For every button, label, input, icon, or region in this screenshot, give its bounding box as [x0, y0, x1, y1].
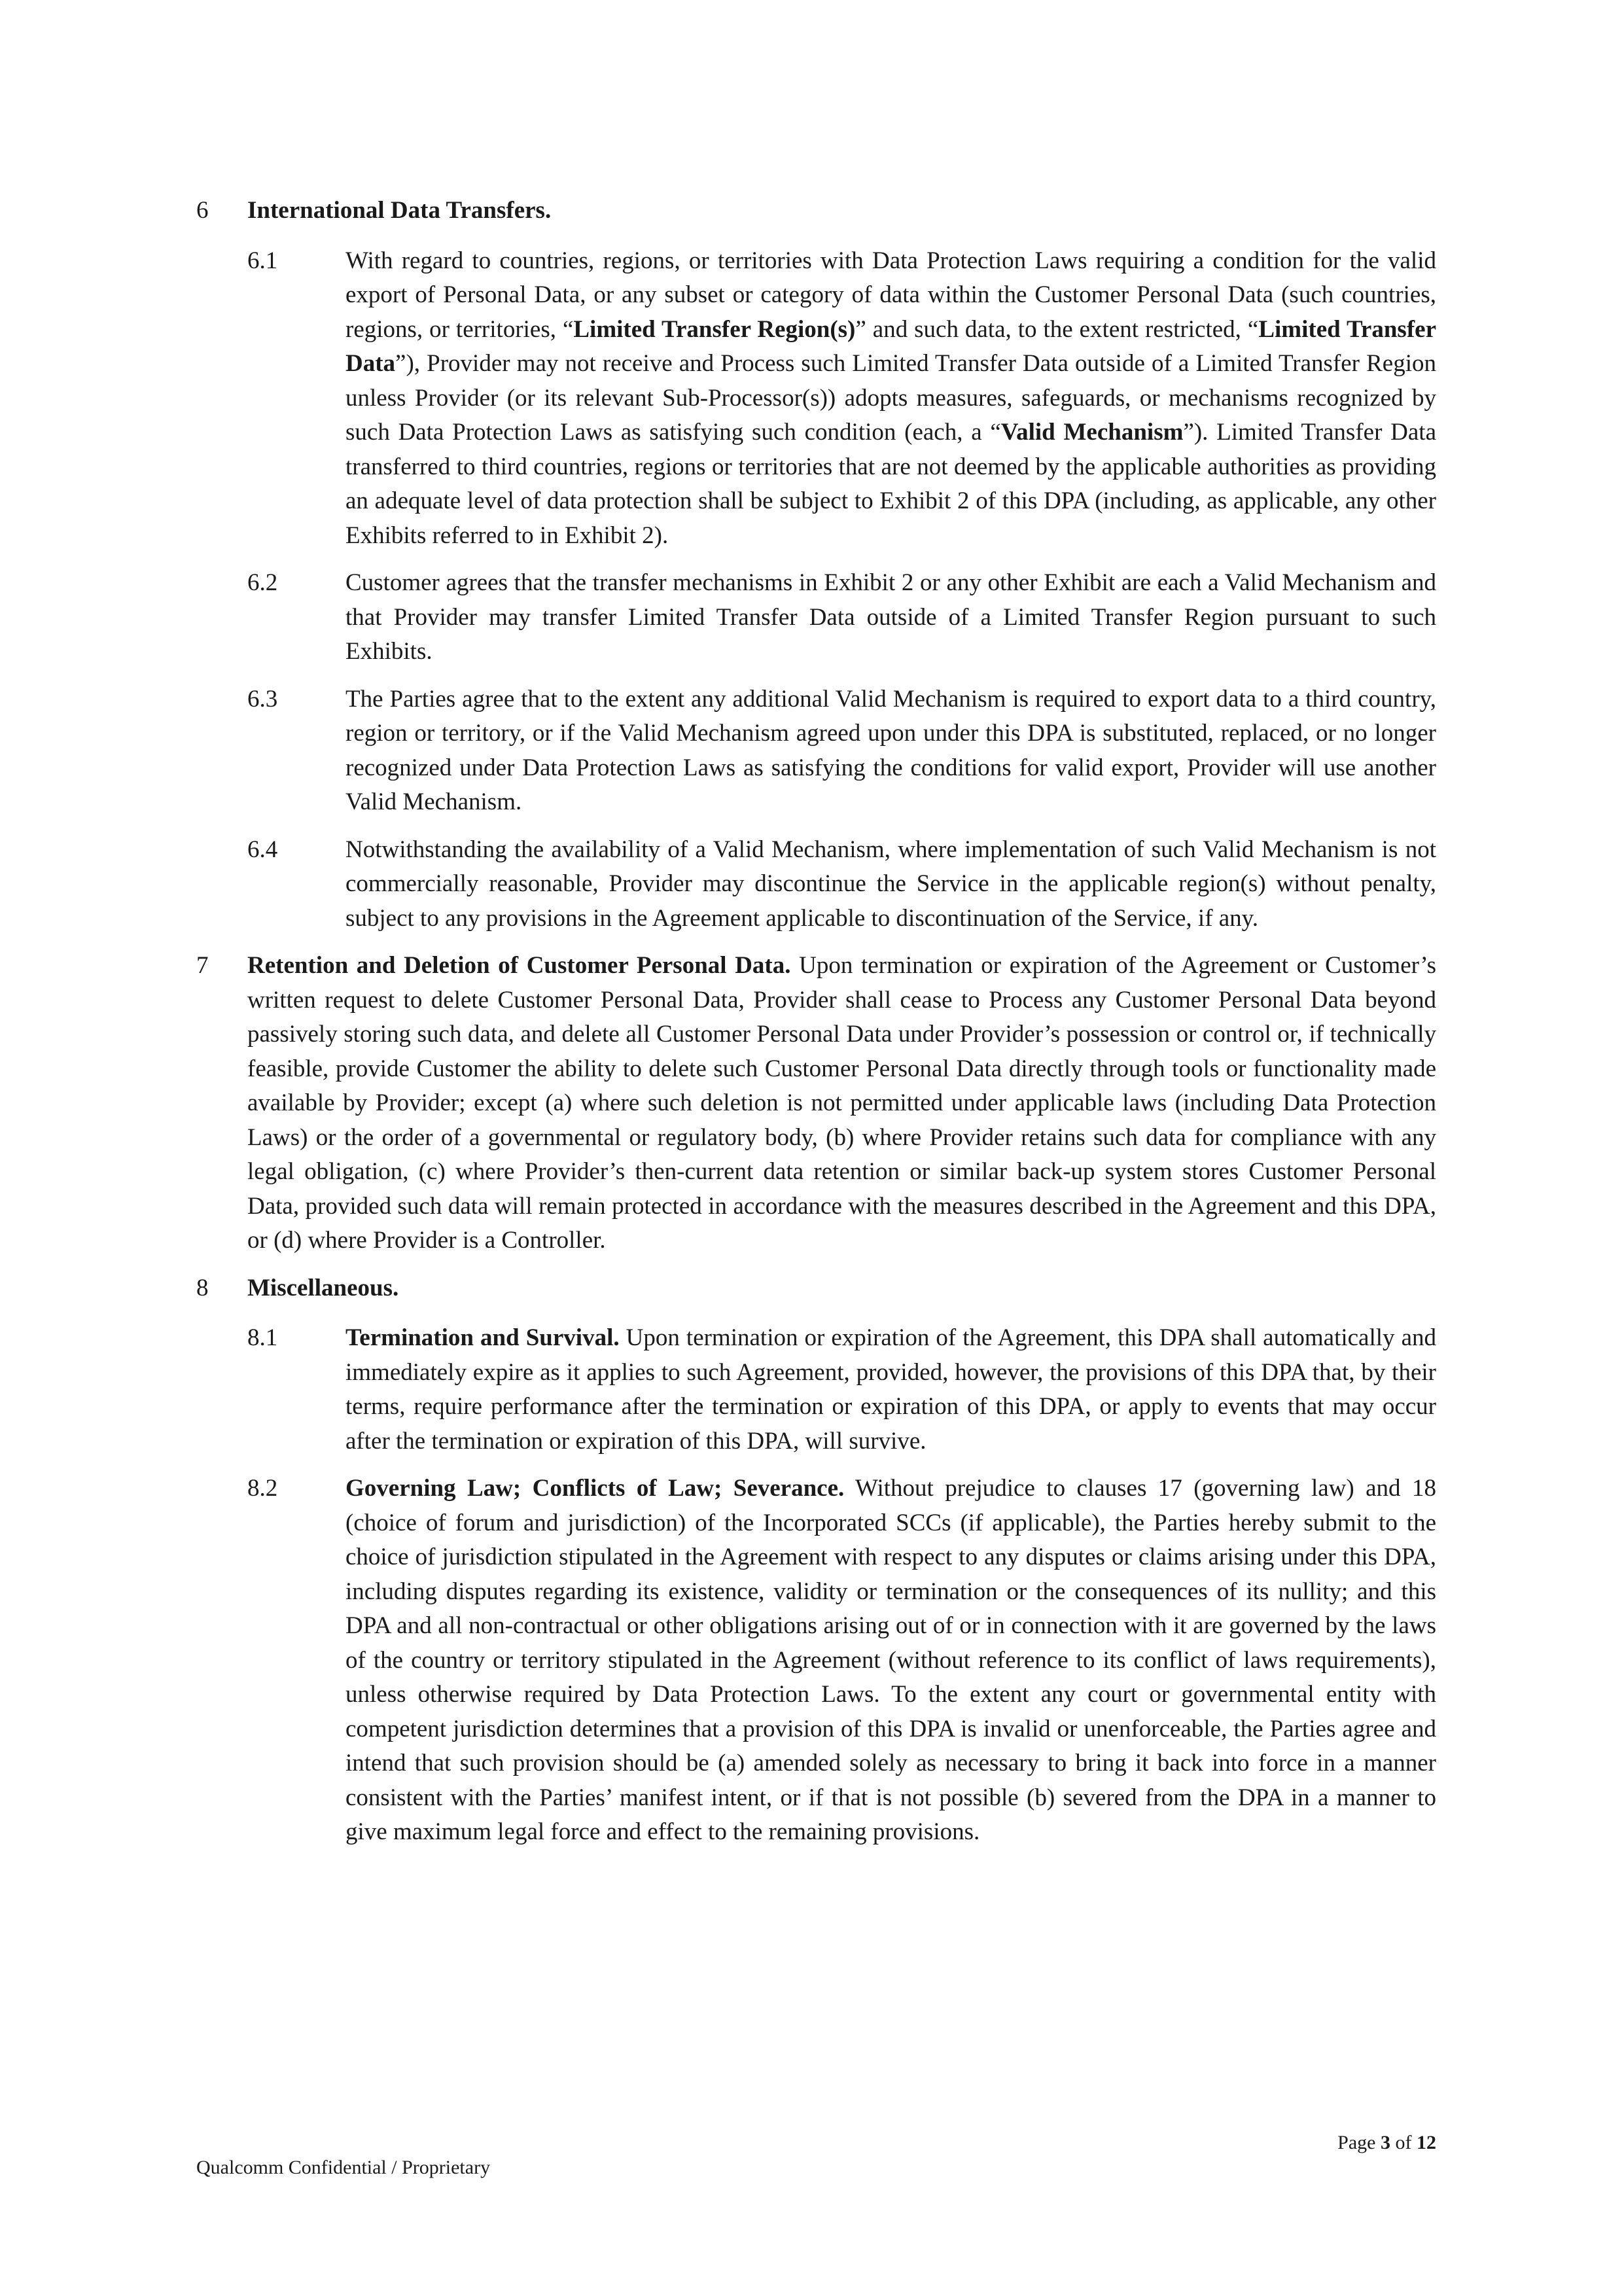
section-6-heading — [196, 194, 1436, 228]
section-title: Miscellaneous. — [247, 1274, 399, 1301]
clause-number: 6.2 — [247, 569, 278, 596]
clause-8-1 — [196, 1321, 1436, 1458]
clause-text: Without prejudice to clauses 17 (governing law) and 18 (choice of forum and jurisdiction) of the Incorporated SCCs (if applicable), the Parties hereby submit to the choice of jurisdiction stipulated in the Agreement with respect to any disputes or claims arising under this DPA, including disputes regarding its existence, validity or termination or the consequences of its nullity; and this DPA and all non-contractual or other obligations arising out of or in connection with it are governed by the laws of the country or territory stipulated in the Agreement (without reference to its conflict of laws requirements), unless otherwise required by Data Protection Laws. To the extent any court or governmental entity with competent jurisdiction determines that a provision of this DPA is invalid or unenforceable, the Parties agree and intend that such provision should be (a) amended solely as necessary to bring it back into force in a manner consistent with the Parties’ manifest intent, or if that is not possible (b) severed from the DPA in a manner to give maximum legal force and effect to the remaining provisions. — [345, 1475, 1436, 1845]
clause-text: ”). Limited Transfer Data transferred to third countries, regions or territories that are not deemed by the applicable authorities as providing an adequate level of data protection shall be subject to Exhibit 2 of this DPA (including, as applicable, any other Exhibits referred to in Exhibit 2). — [345, 419, 1436, 549]
clause-text: Notwithstanding the availability of a Valid Mechanism, where implementation of such Valid Mechanism is not commercially reasonable, Provider may discontinue the Service in the applicable region(s) without penalty, subject to any provisions in the Agreement applicable to discontinuation of the Service, if any. — [345, 836, 1436, 932]
defined-term: Limited Transfer Region(s) — [573, 315, 856, 343]
clause-title: Termination and Survival. — [345, 1324, 620, 1351]
clause-text: With regard to countries, regions, or territories with Data Protection Laws requiring a condition for the valid export of Personal Data, or any subset or category of data within the Customer Personal Data (such countries, regions, or territories, “ — [345, 247, 1436, 343]
section-number: 6 — [196, 197, 209, 224]
page-number — [1337, 2132, 1436, 2154]
clause-number: 8.2 — [247, 1475, 278, 1502]
clause-6-4 — [196, 833, 1436, 936]
section-title: International Data Transfers. — [247, 197, 552, 224]
clause-6-2 — [196, 566, 1436, 669]
section-title: Retention and Deletion of Customer Personal Data. — [247, 952, 791, 979]
clause-title: Governing Law; Conflicts of Law; Severance. — [345, 1475, 845, 1502]
clause-number: 6.1 — [247, 247, 278, 274]
clause-8-2 — [196, 1472, 1436, 1850]
clause-text: ”), Provider may not receive and Process such Limited Transfer Data outside of a Limited Transfer Region unless Provider (or its relevant Sub-Processor(s)) adopts measures, safeguards, or mechanisms recognized by such Data Protection Laws as satisfying such condition (each, a “ — [345, 350, 1436, 446]
confidentiality-notice: Qualcomm Confidential / Proprietary — [196, 2157, 491, 2178]
clause-number: 8.1 — [247, 1324, 278, 1351]
section-text: Upon termination or expiration of the Agreement or Customer’s written request to delete Customer Personal Data, Provider shall cease to Process any Customer Personal Data beyond passively storing such data, and delete all Customer Personal Data under Provider’s possession or control or, if technically feasible, provide Customer the ability to delete such Customer Personal Data directly through tools or functionality made available by Provider; except (a) where such deletion is not permitted under applicable laws (including Data Protection Laws) or the order of a governmental or regulatory body, (b) where Provider retains such data for compliance with any legal obligation, (c) where Provider’s then-current data retention or similar back-up system stores Customer Personal Data, provided such data will remain protected in accordance with the measures described in the Agreement and this DPA, or (d) where Provider is a Controller. — [247, 952, 1437, 1254]
clause-text: Customer agrees that the transfer mechanisms in Exhibit 2 or any other Exhibit are each a Valid Mechanism and that Provider may transfer Limited Transfer Data outside of a Limited Transfer Region pursuant to such Exhibits. — [345, 569, 1436, 665]
page-current: 3 — [1381, 2132, 1390, 2153]
page-content — [196, 194, 1436, 1863]
section-8-heading — [196, 1271, 1436, 1306]
page-label: Page — [1337, 2132, 1381, 2153]
clause-6-1 — [196, 244, 1436, 554]
section-7 — [196, 949, 1436, 1258]
clause-text: Upon termination or expiration of the Agreement, this DPA shall automatically and immediately expire as it applies to such Agreement, provided, however, the provisions of this DPA that, by their terms, require performance after the termination or expiration of this DPA, or apply to events that may occur after the termination or expiration of this DPA, will survive. — [345, 1324, 1436, 1455]
page-total: 12 — [1417, 2132, 1436, 2153]
clause-number: 6.3 — [247, 685, 278, 713]
clause-number: 6.4 — [247, 836, 278, 863]
section-number: 7 — [196, 952, 209, 979]
clause-text: The Parties agree that to the extent any additional Valid Mechanism is required to export data to a third country, region or territory, or if the Valid Mechanism agreed upon under this DPA is substituted, replaced, or no longer recognized under Data Protection Laws as satisfying the conditions for valid export, Provider will use another Valid Mechanism. — [345, 685, 1436, 815]
page-of-label: of — [1390, 2132, 1417, 2153]
clause-text: ” and such data, to the extent restricted, “ — [855, 315, 1259, 343]
defined-term: Limited Transfer Data — [345, 315, 1436, 377]
clause-6-3 — [196, 682, 1436, 820]
section-number: 8 — [196, 1274, 209, 1301]
defined-term: Valid Mechanism — [1000, 419, 1184, 446]
